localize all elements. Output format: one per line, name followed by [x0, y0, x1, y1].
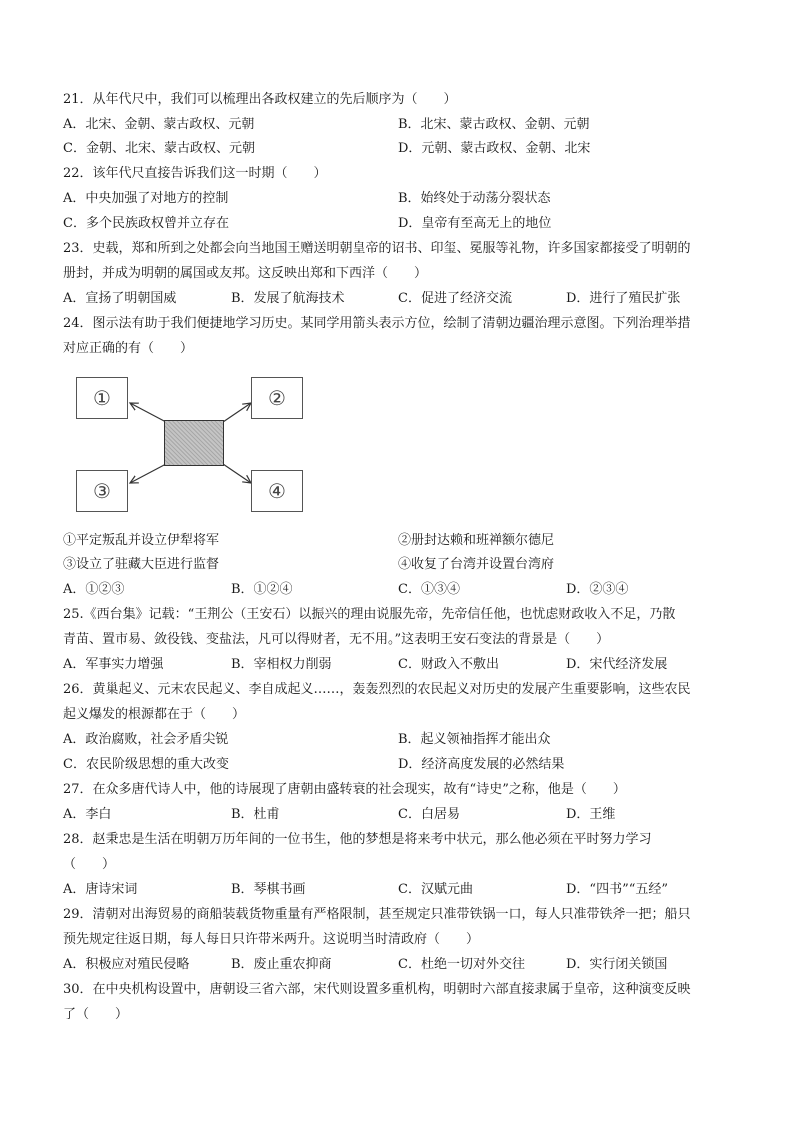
question-26-stem-line-1: 26．黄巢起义、元末农民起义、李自成起义……，轰轰烈烈的农民起义对历史的发展产生重要影响，这些农民 — [63, 682, 691, 697]
question-21-option-c[interactable]: C．金朝、北宋、蒙古政权、元朝 — [63, 141, 255, 156]
diagram-box-1: ① — [76, 377, 128, 419]
diagram-box-3: ③ — [76, 470, 128, 512]
question-24-item-3: ③设立了驻藏大臣进行监督 — [63, 557, 220, 572]
question-26-option-a[interactable]: A．政治腐败，社会矛盾尖锐 — [63, 732, 229, 747]
diagram-center-region — [164, 420, 224, 466]
diagram-box-4: ④ — [251, 470, 303, 512]
arrow-to-box-1 — [130, 403, 166, 422]
question-22-option-d[interactable]: D．皇帝有至高无上的地位 — [398, 216, 552, 231]
qing-frontier-diagram — [63, 367, 323, 527]
question-23-stem-line-2: 册封，并成为明朝的属国或友邦。这反映出郑和下西洋（ ） — [63, 266, 428, 281]
question-30-stem-line-1: 30．在中央机构设置中，唐朝设三省六部，宋代则设置多重机构，明朝时六部直接隶属于皇帝，这种演变反映 — [63, 982, 691, 997]
question-25-stem-line-2: 青苗、置市易、敛役钱、变盐法，凡可以得财者，无不用。”这表明王安石变法的背景是（ ） — [63, 632, 610, 647]
arrow-to-box-4 — [223, 464, 251, 483]
question-21-option-b[interactable]: B．北宋、蒙古政权、金朝、元朝 — [398, 117, 590, 132]
question-21-option-a[interactable]: A．北宋、金朝、蒙古政权、元朝 — [63, 117, 255, 132]
question-22-option-c[interactable]: C．多个民族政权曾并立存在 — [63, 216, 229, 231]
question-28-stem-line-2: （ ） — [63, 857, 116, 872]
question-25-option-c[interactable]: C．财政入不敷出 — [398, 657, 499, 672]
question-26-option-b[interactable]: B．起义领袖指挥才能出众 — [398, 732, 551, 747]
question-24-item-2: ②册封达赖和班禅额尔德尼 — [398, 533, 555, 548]
question-28-option-d[interactable]: D．“四书”“五经” — [566, 882, 669, 897]
question-28-stem-line-1: 28．赵秉忠是生活在明朝万历年间的一位书生，他的梦想是将来考中状元，那么他必须在平时努力学习 — [63, 832, 652, 847]
question-27-option-c[interactable]: C．白居易 — [398, 807, 460, 822]
question-25-option-a[interactable]: A．军事实力增强 — [63, 657, 164, 672]
question-25-stem-line-1: 25.《西台集》记载：“王荆公（王安石）以振兴的理由说服先帝，先帝信任他，也忧虑财政收入不足，乃散 — [63, 607, 676, 622]
diagram-box-2: ② — [251, 377, 303, 419]
question-28-option-b[interactable]: B．琴棋书画 — [231, 882, 306, 897]
arrow-to-box-3 — [130, 464, 166, 483]
question-21-option-d[interactable]: D．元朝、蒙古政权、金朝、北宋 — [398, 141, 591, 156]
question-24-option-c[interactable]: C．①③④ — [398, 582, 460, 597]
question-24-option-d[interactable]: D．②③④ — [566, 582, 629, 597]
question-26-option-d[interactable]: D．经济高度发展的必然结果 — [398, 757, 565, 772]
question-29-option-d[interactable]: D．实行闭关锁国 — [566, 957, 668, 972]
question-24-item-4: ④收复了台湾并设置台湾府 — [398, 557, 555, 572]
question-22-option-a[interactable]: A．中央加强了对地方的控制 — [63, 191, 229, 206]
question-24-stem-line-2: 对应正确的有（ ） — [63, 341, 194, 356]
question-27-option-b[interactable]: B．杜甫 — [231, 807, 280, 822]
question-22-stem: 22．该年代尺直接告诉我们这一时期（ ） — [63, 166, 327, 181]
question-29-option-c[interactable]: C．杜绝一切对外交往 — [398, 957, 525, 972]
arrow-to-box-2 — [223, 403, 251, 422]
question-23-option-b[interactable]: B．发展了航海技术 — [231, 291, 345, 306]
question-24-option-a[interactable]: A．①②③ — [63, 582, 125, 597]
question-21-stem: 21．从年代尺中，我们可以梳理出各政权建立的先后顺序为（ ） — [63, 92, 457, 107]
question-27-option-a[interactable]: A．李白 — [63, 807, 112, 822]
question-23-stem-line-1: 23．史载，郑和所到之处都会向当地国王赠送明朝皇帝的诏书、印玺、冕服等礼物，许多国家都接受了明朝的 — [63, 241, 691, 256]
question-26-option-c[interactable]: C．农民阶级思想的重大改变 — [63, 757, 229, 772]
question-28-option-a[interactable]: A．唐诗宋词 — [63, 882, 138, 897]
question-24-stem-line-1: 24．图示法有助于我们便捷地学习历史。某同学用箭头表示方位，绘制了清朝边疆治理示意图。下列治理举措 — [63, 316, 691, 331]
question-29-option-b[interactable]: B．废止重农抑商 — [231, 957, 332, 972]
question-29-option-a[interactable]: A．积极应对殖民侵略 — [63, 957, 190, 972]
question-25-option-b[interactable]: B．宰相权力削弱 — [231, 657, 332, 672]
question-27-stem: 27．在众多唐代诗人中，他的诗展现了唐朝由盛转衰的社会现实，故有“诗史”之称，他是（ ） — [63, 782, 626, 797]
question-28-option-c[interactable]: C．汉赋元曲 — [398, 882, 473, 897]
question-24-option-b[interactable]: B．①②④ — [231, 582, 293, 597]
question-23-option-d[interactable]: D．进行了殖民扩张 — [566, 291, 681, 306]
question-23-option-a[interactable]: A．宣扬了明朝国威 — [63, 291, 177, 306]
question-23-option-c[interactable]: C．促进了经济交流 — [398, 291, 512, 306]
question-29-stem-line-2: 预先规定往返日期，每人每日只许带米两升。这说明当时清政府（ ） — [63, 932, 480, 947]
question-27-option-d[interactable]: D．王维 — [566, 807, 616, 822]
question-26-stem-line-2: 起义爆发的根源都在于（ ） — [63, 707, 246, 722]
question-25-option-d[interactable]: D．宋代经济发展 — [566, 657, 668, 672]
question-24-item-1: ①平定叛乱并设立伊犁将军 — [63, 533, 220, 548]
question-30-stem-line-2: 了（ ） — [63, 1007, 129, 1022]
question-22-option-b[interactable]: B．始终处于动荡分裂状态 — [398, 191, 551, 206]
question-29-stem-line-1: 29．清朝对出海贸易的商船装载货物重量有严格限制，甚至规定只准带铁锅一口，每人只准带铁斧一把；船只 — [63, 907, 691, 922]
